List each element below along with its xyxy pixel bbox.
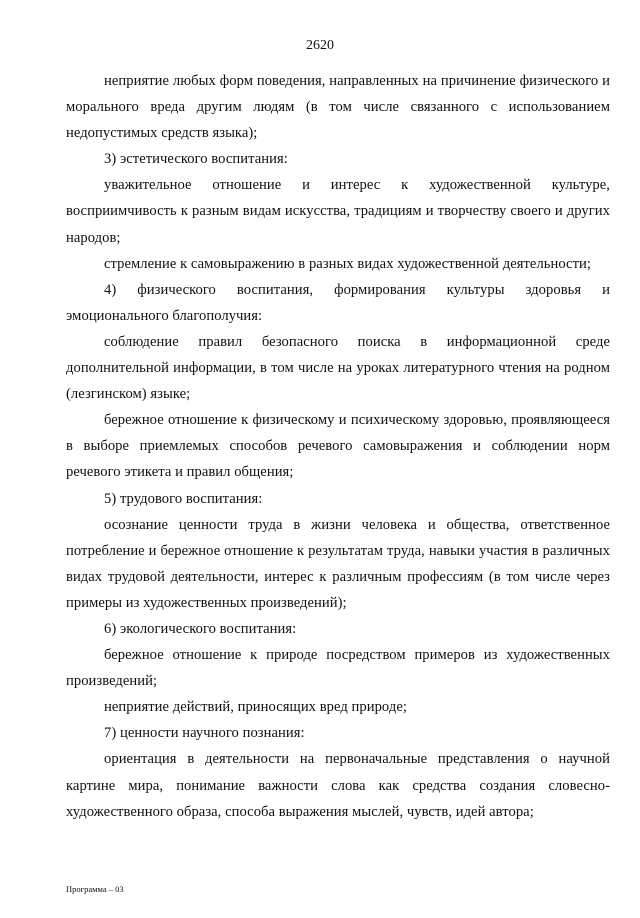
paragraph-reject-harm-to-nature: неприятие действий, приносящих вред природе; xyxy=(104,699,407,716)
paragraph-respect-for-culture: уважительное отношение и интерес к художественной культуре, восприимчивость к разным видам искусства, традициям и творчеству своего и других народов; xyxy=(66,177,610,246)
paragraph-self-expression: стремление к самовыражению в разных видах художественной деятельности; xyxy=(104,255,591,272)
heading-physical-education: 4) физического воспитания, формирования культуры здоровья и эмоционального благополучия: xyxy=(66,281,610,324)
heading-scientific-knowledge: 7) ценности научного познания: xyxy=(104,725,305,742)
paragraph-health-care: бережное отношение к физическому и психическому здоровью, проявляющееся в выборе приемлемых способов речевого самовыражения и соблюдении норм речевого этикета и правил общения; xyxy=(66,412,610,481)
footer-program-label: Программа – 03 xyxy=(66,884,124,894)
paragraph-value-of-labor: осознание ценности труда в жизни человека и общества, ответственное потребление и бережное отношение к результатам труда, навыки участия в различных видах трудовой деятельности, интерес к различным профессиям (в том числе через примеры из художественных произведений); xyxy=(66,516,610,611)
page-number: 2620 xyxy=(306,38,334,53)
body-text xyxy=(66,68,610,825)
paragraph-orientation: ориентация в деятельности на первоначальные представления о научной картине мира, понимание важности слова как средства создания словесно-художественного образа, способа выражения мыслей, чувств, идей автора; xyxy=(66,751,610,820)
paragraph-care-for-nature: бережное отношение к природе посредством примеров из художественных произведений; xyxy=(66,647,610,690)
paragraph-rejection-of-harm: неприятие любых форм поведения, направленных на причинение физического и морального вреда другим людям (в том числе связанного с использованием недопустимых средств языка); xyxy=(66,73,610,142)
paragraph-safe-search: соблюдение правил безопасного поиска в информационной среде дополнительной информации, в том числе на уроках литературного чтения на родном (лезгинском) языке; xyxy=(66,333,610,403)
heading-ecological-education: 6) экологического воспитания: xyxy=(104,620,297,637)
heading-labor-education: 5) трудового воспитания: xyxy=(104,490,263,507)
heading-aesthetic-education: 3) эстетического воспитания: xyxy=(104,151,288,168)
